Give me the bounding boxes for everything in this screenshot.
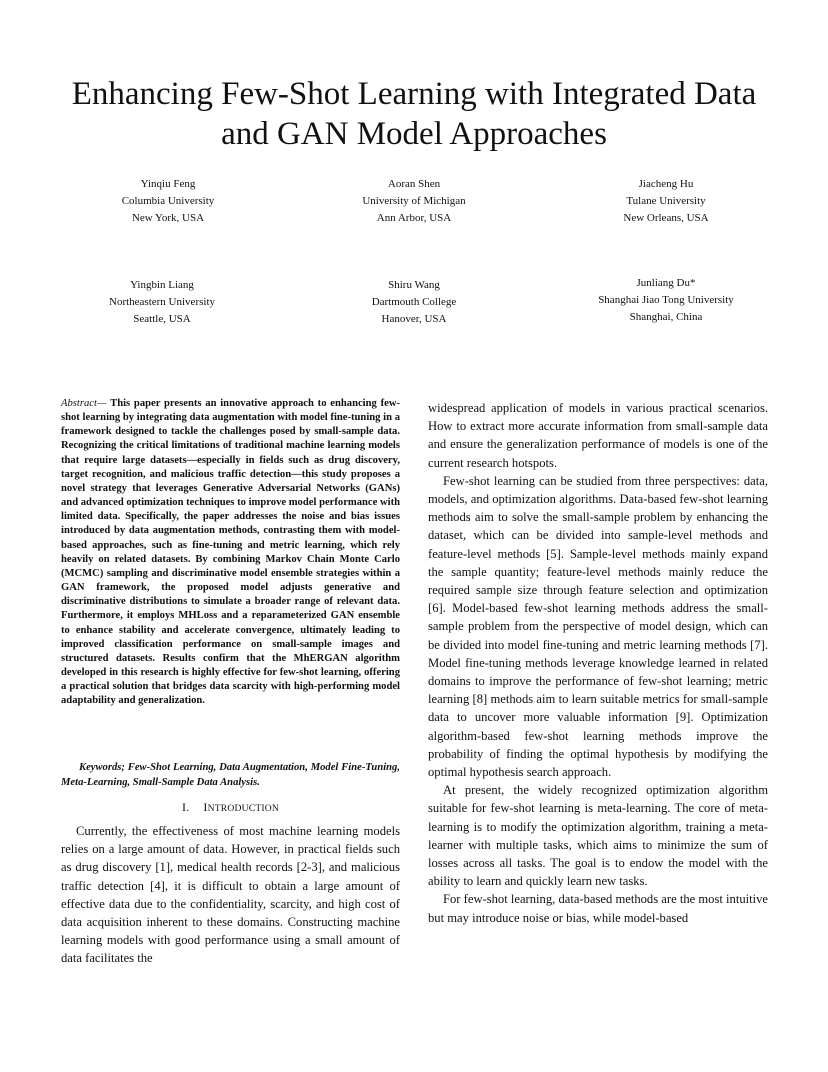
author-name: Aoran Shen [387, 178, 441, 190]
introduction-paragraph: Currently, the effectiveness of most machine learning models relies on a large amount of data. However, in practical fields such as drug discovery [1], medical health records [2-3], and malicious traffic detection [4], it is difficult to obtain a large amount of effective data due to the confidentiality, scarcity, and high cost of data acquisition inherent to these domains. Constructing machine learning models with good performance using a small amount of data facilitates the [61, 824, 400, 966]
introduction-body [61, 822, 400, 968]
paper-title-line-2: and GAN Model Approaches [221, 116, 607, 152]
author-affiliation: Tulane University [626, 195, 706, 207]
abstract-label: Abstract [61, 398, 97, 409]
author-affiliation: Columbia University [121, 195, 215, 207]
author-affiliation: Dartmouth College [371, 296, 457, 308]
author-name: Junliang Du* [636, 277, 696, 289]
section-title-rest: NTRODUCTION [207, 803, 280, 814]
author-block [304, 277, 524, 328]
author-affiliation: Northeastern University [109, 296, 215, 308]
keywords [61, 761, 400, 790]
abstract-text: This paper presents an innovative approach to enhancing few-shot learning by integrating data augmentation with model fine-tuning in a framework designed to tackle the challenges posed by small-sample data. Recognizing the critical limitations of traditional machine learning models that require large datasets—especially in fields such as drug discovery, target recognition, and malicious traffic detection—this study proposes a novel strategy that leverages Generative Adversarial Networks (GANs) and advanced optimization techniques to improve model performance with limited data. Specifically, the paper addresses the noise and bias issues introduced by data augmentation methods, contrasting them with model-based approaches, such as fine-tuning and metric learning, which rely heavily on related datasets. By combining Markov Chain Monte Carlo (MCMC) sampling and discriminative model ensemble strategies within a GAN framework, the proposed model adjusts generative and discriminative distributions to simulate a broader range of relevant data. Furthermore, it employs MHLoss and a reparameterized GAN ensemble to enhance stability and accelerate convergence, ultimately leading to improved classification performance on small-sample images and structured datasets. Results confirm that the MhERGAN algorithm developed in this research is highly effective for few-shot learning, offering a practical solution that bridges data scarcity with high-performing model adaptability and generalization. [61, 398, 400, 707]
section-number: I. [181, 800, 190, 814]
author-location: Ann Arbor, USA [376, 212, 452, 224]
author-location: New York, USA [131, 212, 205, 224]
author-affiliation: University of Michigan [362, 195, 466, 207]
author-name: Jiacheng Hu [638, 178, 694, 190]
author-location: Hanover, USA [381, 313, 447, 325]
author-block [304, 176, 524, 227]
paragraph-methods-comparison: For few-shot learning, data-based methods are the most intuitive but may introduce noise or bias, while model-based [428, 892, 768, 925]
author-name: Yinqiu Feng [140, 178, 196, 190]
continuation-paragraph: widespread application of models in various practical scenarios. How to extract more accurate information from small-sample data and ensure the generalization performance of models is one of the current research hotspots. [428, 401, 768, 470]
keywords-text: Few-Shot Learning, Data Augmentation, Model Fine-Tuning, Meta-Learning, Small-Sample Data Analysis. [61, 762, 400, 788]
abstract [61, 397, 400, 708]
author-location: New Orleans, USA [623, 212, 709, 224]
author-block [556, 275, 776, 326]
section-title-initial: I [203, 800, 208, 814]
section-heading-introduction [61, 799, 400, 817]
paragraph-perspectives: Few-shot learning can be studied from three perspectives: data, models, and optimization algorithms. Data-based few-shot learning methods aim to solve the small-sample problem by enhancing the dataset, which can be divided into sample-level methods and feature-level methods [5]. Sample-level methods mainly expand the sample quantity; feature-level methods mainly reduce the required sample size through feature selection and optimization [6]. Model-based few-shot learning methods address the small-sample problem from the perspective of model design, which can be divided into model fine-tuning and metric learning methods [7]. Model fine-tuning methods leverage knowledge learned in related domains to improve the performance of few-shot learning; metric learning [8] methods aim to learn suitable metrics for small-sample data to uncover more valuable information [9]. Optimization algorithm-based few-shot learning methods improve the probability of finding the optimal hypothesis by modifying the optimal hypothesis search approach. [428, 473, 768, 780]
author-location: Shanghai, China [629, 311, 703, 323]
paper-title [40, 74, 788, 154]
author-block [556, 176, 776, 227]
abstract-dash: — [96, 398, 111, 409]
author-block [52, 277, 272, 328]
author-block [58, 176, 278, 227]
paper-title-line-1: Enhancing Few-Shot Learning with Integrated Data [71, 76, 757, 112]
paragraph-meta-learning: At present, the widely recognized optimization algorithm suitable for few-shot learning is meta-learning. The core of meta-learning is to modify the optimization algorithm, training a meta-learner with multiple tasks, which aims to minimize the sum of losses across all tasks. The goal is to endow the model with the ability to learn and quickly learn new tasks. [428, 783, 768, 889]
author-name: Yingbin Liang [130, 279, 194, 291]
author-name: Shiru Wang [388, 279, 440, 291]
author-affiliation: Shanghai Jiao Tong University [598, 294, 734, 306]
keywords-label: Keywords; [79, 762, 125, 773]
right-column-body [428, 399, 768, 927]
author-location: Seattle, USA [133, 313, 191, 325]
